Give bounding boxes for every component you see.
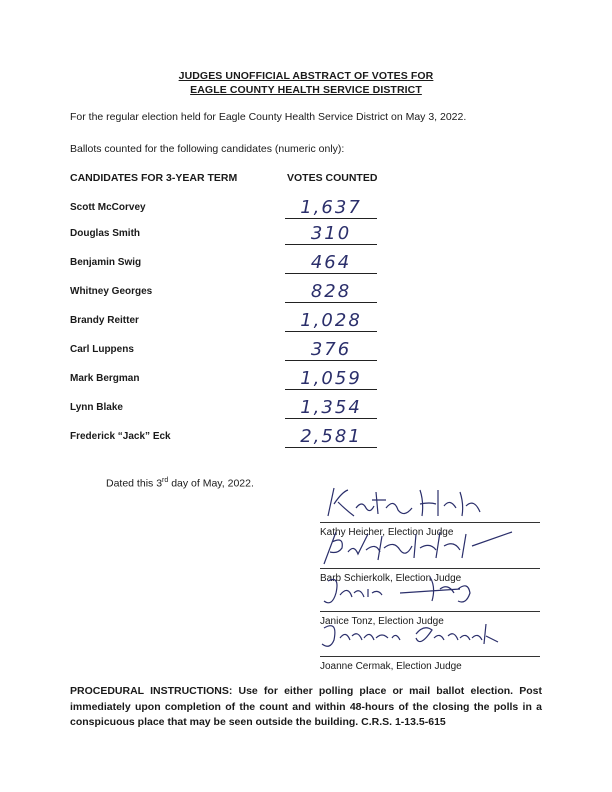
- handwritten-signature: [320, 571, 500, 611]
- candidate-row: [70, 309, 390, 335]
- signature-line: [320, 611, 540, 612]
- procedural-instructions: PROCEDURAL INSTRUCTIONS: Use for either polling place or mail ballot election. Post immediately upon completion of the count and within 48-hours of the closing the polls in a conspicuous place that may be seen outside the building. C.R.S. 1-13.5-615: [70, 685, 542, 728]
- vote-count-handwritten: 1,059: [285, 367, 377, 390]
- candidate-name: Brandy Reitter: [70, 315, 139, 326]
- judge-label: Joanne Cermak, Election Judge: [320, 661, 462, 672]
- candidate-name: Benjamin Swig: [70, 257, 142, 268]
- candidate-name: Lynn Blake: [70, 402, 123, 413]
- vote-count-handwritten: 2,581: [285, 425, 377, 448]
- dated-suffix: day of May, 2022.: [168, 477, 254, 490]
- candidate-name: Whitney Georges: [70, 286, 153, 297]
- candidate-row: [70, 396, 390, 422]
- handwritten-signature: [320, 482, 500, 522]
- vote-count-handwritten: 310: [285, 222, 377, 245]
- judge-signature-block: [320, 630, 540, 670]
- ballots-note: Ballots counted for the following candidates (numeric only):: [70, 143, 345, 155]
- signature-line: [320, 656, 540, 657]
- vote-count-handwritten: 828: [285, 280, 377, 303]
- vote-count-handwritten: 464: [285, 251, 377, 274]
- dated-prefix: Dated this 3: [106, 477, 163, 490]
- candidate-row: [70, 222, 390, 248]
- dated-line: [106, 477, 254, 490]
- vote-count-handwritten: 1,354: [285, 396, 377, 419]
- candidate-row: [70, 425, 390, 451]
- dated-ordinal: rd: [162, 477, 169, 484]
- document-title-line-1: JUDGES UNOFFICIAL ABSTRACT OF VOTES FOR: [178, 70, 434, 82]
- votes-column-header: VOTES COUNTED: [287, 172, 378, 184]
- document-title-line-2: EAGLE COUNTY HEALTH SERVICE DISTRICT: [190, 84, 422, 96]
- candidates-column-header: CANDIDATES FOR 3-YEAR TERM: [70, 172, 238, 184]
- candidate-name: Douglas Smith: [70, 228, 141, 239]
- candidate-name: Scott McCorvey: [70, 202, 146, 213]
- candidate-row: [70, 280, 390, 306]
- judge-label: Janice Tonz, Election Judge: [320, 616, 444, 627]
- candidate-name: Frederick “Jack” Eck: [70, 431, 171, 442]
- vote-count-handwritten: 1,637: [285, 196, 377, 219]
- signature-line: [320, 522, 540, 523]
- handwritten-signature: [320, 528, 520, 568]
- judge-label: Barb Schierkolk, Election Judge: [320, 573, 462, 584]
- handwritten-signature: [320, 616, 520, 656]
- candidate-row: [70, 367, 390, 393]
- candidate-name: Mark Bergman: [70, 373, 140, 384]
- candidate-row: [70, 338, 390, 364]
- signature-line: [320, 568, 540, 569]
- candidate-row: [70, 251, 390, 277]
- vote-count-handwritten: 376: [285, 338, 377, 361]
- vote-count-handwritten: 1,028: [285, 309, 377, 332]
- intro-text: For the regular election held for Eagle County Health Service District on May 3, 2022.: [70, 111, 467, 123]
- candidate-row: [70, 196, 390, 222]
- candidate-name: Carl Luppens: [70, 344, 134, 355]
- judge-label: Kathy Heicher, Election Judge: [320, 527, 454, 538]
